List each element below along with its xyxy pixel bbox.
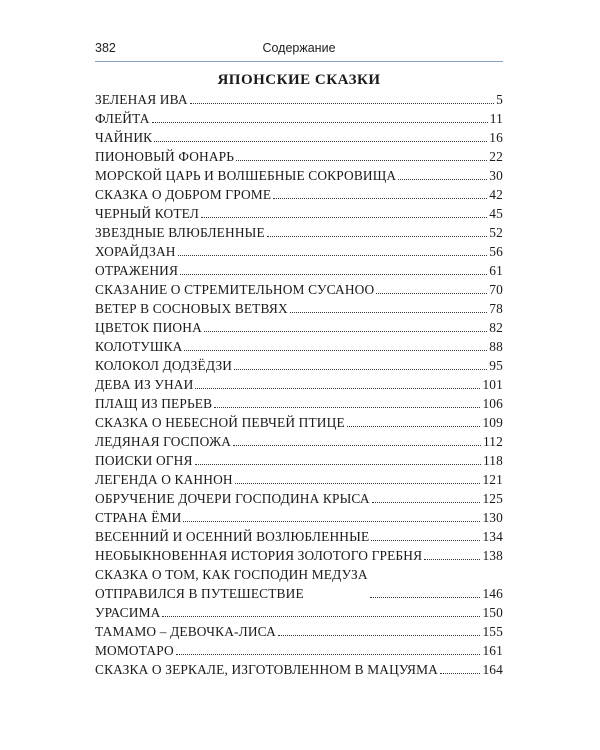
toc-entry-title	[95, 622, 276, 641]
toc-entry-page-number: 82	[489, 320, 503, 335]
toc-entry-title-line: ФЛЕЙТА	[95, 111, 150, 126]
toc-entry-page-number: 109	[482, 415, 503, 430]
toc-entry-page-number: 121	[482, 472, 503, 487]
toc-entry	[95, 147, 503, 166]
toc-entry-title-line: ЦВЕТОК ПИОНА	[95, 320, 202, 335]
toc-entry-title	[95, 204, 199, 223]
toc-entry	[95, 280, 503, 299]
dot-leader	[398, 179, 487, 180]
toc-entry	[95, 413, 503, 432]
dot-leader	[376, 293, 487, 294]
toc-entry-page-number: 52	[489, 225, 503, 240]
toc-entry-page-number: 138	[482, 548, 503, 563]
toc-entry-page-number: 16	[489, 130, 503, 145]
toc-entry-title	[95, 128, 152, 147]
toc-entry	[95, 527, 503, 546]
toc-entry-title	[95, 90, 188, 109]
dot-leader	[190, 103, 494, 104]
toc-entry-title-line: ПЛАЩ ИЗ ПЕРЬЕВ	[95, 396, 213, 411]
toc-entry-title-line: ВЕСЕННИЙ И ОСЕННИЙ ВОЗЛЮБЛЕННЫЕ	[95, 529, 370, 544]
toc-entry-page-number: 155	[482, 624, 503, 639]
toc-entry-title	[95, 147, 234, 166]
toc-entry	[95, 489, 503, 508]
dot-leader	[201, 217, 487, 218]
toc-entry-page-number: 30	[489, 168, 503, 183]
toc-entry-page-number: 5	[496, 92, 503, 107]
toc-entry-title-line: ДЕВА ИЗ УНАИ	[95, 377, 194, 392]
dot-leader	[371, 540, 480, 541]
toc-entry	[95, 337, 503, 356]
toc-entry-title-line: ПИОНОВЫЙ ФОНАРЬ	[95, 149, 235, 164]
toc-entry-title	[95, 603, 160, 622]
toc-entry-title	[95, 508, 181, 527]
dot-leader	[370, 597, 481, 598]
dot-leader	[267, 236, 487, 237]
toc-entry-page-number: 106	[482, 396, 503, 411]
dot-leader	[234, 369, 487, 370]
header-rule	[95, 61, 503, 62]
dot-leader	[154, 141, 487, 142]
toc-entry	[95, 375, 503, 394]
toc-entry-title-line: УРАСИМА	[95, 605, 161, 620]
toc-entry-page-number: 95	[489, 358, 503, 373]
toc-entry-title-line: МОМОТАРО	[95, 643, 174, 658]
toc-entry-title-line: СКАЗКА О ДОБРОМ ГРОМЕ	[95, 187, 272, 202]
toc-heading: ЯПОНСКИЕ СКАЗКИ	[217, 72, 381, 88]
toc-entry-title	[95, 451, 193, 470]
toc-entry-title-line: ОБРУЧЕНИЕ ДОЧЕРИ ГОСПОДИНА КРЫСА	[95, 491, 370, 506]
toc-entry-title-line: СТРАНА ЁМИ	[95, 510, 182, 525]
toc-entry-title-line: ЧЕРНЫЙ КОТЕЛ	[95, 206, 200, 221]
toc-entry-page-number: 42	[489, 187, 503, 202]
toc-entry-title	[95, 166, 396, 185]
dot-leader	[162, 616, 480, 617]
toc-entry-title	[95, 337, 182, 356]
toc-entry-title	[95, 527, 369, 546]
toc-entry-page-number: 125	[482, 491, 503, 506]
toc-entry-page-number: 150	[482, 605, 503, 620]
dot-leader	[347, 426, 481, 427]
toc-entry	[95, 603, 503, 622]
toc-entry-title	[95, 470, 233, 489]
dot-leader	[233, 445, 481, 446]
toc-entry-title	[95, 242, 176, 261]
toc-entry-title	[95, 280, 374, 299]
toc-entry-page-number: 130	[482, 510, 503, 525]
toc-entry	[95, 318, 503, 337]
toc-entry-title-line: НЕОБЫКНОВЕННАЯ ИСТОРИЯ ЗОЛОТОГО ГРЕБНЯ	[95, 548, 423, 563]
toc-entry-title	[95, 261, 178, 280]
toc-entry	[95, 508, 503, 527]
toc-entry-title-line: ЛЕГЕНДА О КАННОН	[95, 472, 233, 487]
section-title: Содержание	[262, 41, 336, 55]
toc-entry-title-line: ПОИСКИ ОГНЯ	[95, 453, 193, 468]
dot-leader	[278, 635, 481, 636]
toc-entry-title	[95, 223, 265, 242]
dot-leader	[424, 559, 480, 560]
toc-entry-title	[95, 413, 345, 432]
toc-entry-page-number: 61	[489, 263, 503, 278]
toc-entry	[95, 109, 503, 128]
toc-entry	[95, 128, 503, 147]
toc-entry	[95, 185, 503, 204]
toc-entry-title-line: СКАЗКА О НЕБЕСНОЙ ПЕВЧЕЙ ПТИЦЕ	[95, 415, 345, 430]
toc-entry-title	[95, 565, 368, 603]
toc-entry-title	[95, 318, 202, 337]
toc-entry-title-line: МОРСКОЙ ЦАРЬ И ВОЛШЕБНЫЕ СОКРОВИЩА	[95, 168, 397, 183]
dot-leader	[214, 407, 480, 408]
toc-entry-title	[95, 641, 174, 660]
dot-leader	[183, 521, 480, 522]
toc-entry	[95, 660, 503, 679]
toc-entry-page-number: 112	[482, 434, 503, 449]
toc-entry	[95, 432, 503, 451]
dot-leader	[204, 331, 487, 332]
toc-entry-title	[95, 394, 212, 413]
toc-entry-title-line: ЧАЙНИК	[95, 130, 153, 145]
toc-entry	[95, 622, 503, 641]
toc-entry-title	[95, 660, 438, 679]
toc-entry	[95, 470, 503, 489]
toc-entry	[95, 223, 503, 242]
toc-entry-title-line: ТАМАМО – ДЕВОЧКА-ЛИСА	[95, 624, 276, 639]
toc-entry-title	[95, 356, 232, 375]
toc-entry-page-number: 161	[482, 643, 503, 658]
toc-entry-title-line: ОТРАЖЕНИЯ	[95, 263, 179, 278]
toc-entry-page-number: 164	[482, 662, 503, 677]
toc-entry-page-number: 11	[489, 111, 503, 126]
toc-entry-page-number: 78	[489, 301, 503, 316]
toc-entry-page-number: 118	[482, 453, 503, 468]
dot-leader	[184, 350, 487, 351]
toc-entry-page-number: 101	[482, 377, 503, 392]
toc-entry-title	[95, 375, 193, 394]
dot-leader	[440, 673, 480, 674]
running-head	[95, 41, 503, 59]
toc-entry	[95, 204, 503, 223]
toc-entry-page-number: 88	[489, 339, 503, 354]
toc-entry	[95, 299, 503, 318]
dot-leader	[290, 312, 487, 313]
toc-entry	[95, 641, 503, 660]
toc-entry-title	[95, 489, 370, 508]
toc-entry-title	[95, 299, 288, 318]
dot-leader	[195, 388, 480, 389]
toc-entry-title-line: СКАЗКА О ТОМ, КАК ГОСПОДИН МЕДУЗА	[95, 567, 368, 582]
toc-entry	[95, 242, 503, 261]
toc-entry	[95, 451, 503, 470]
dot-leader	[236, 160, 487, 161]
toc-entry-title	[95, 109, 150, 128]
toc-entry-title-line: ВЕТЕР В СОСНОВЫХ ВЕТВЯХ	[95, 301, 288, 316]
table-of-contents	[95, 90, 503, 679]
toc-entry-title-line: КОЛОТУШКА	[95, 339, 183, 354]
dot-leader	[372, 502, 481, 503]
toc-entry-title-line: ЗЕЛЕНАЯ ИВА	[95, 92, 188, 107]
dot-leader	[180, 274, 487, 275]
toc-entry	[95, 90, 503, 109]
toc-entry-title-line: СКАЗАНИЕ О СТРЕМИТЕЛЬНОМ СУСАНОО	[95, 282, 375, 297]
dot-leader	[195, 464, 481, 465]
dot-leader	[178, 255, 488, 256]
toc-entry-title	[95, 432, 231, 451]
toc-entry-title-line: ХОРАЙДЗАН	[95, 244, 176, 259]
toc-entry	[95, 166, 503, 185]
toc-entry-title-line: СКАЗКА О ЗЕРКАЛЕ, ИЗГОТОВЛЕННОМ В МАЦУЯМА	[95, 662, 438, 677]
toc-entry-title-line: ЛЕДЯНАЯ ГОСПОЖА	[95, 434, 232, 449]
toc-entry	[95, 261, 503, 280]
dot-leader	[152, 122, 488, 123]
toc-entry	[95, 394, 503, 413]
toc-entry-page-number: 45	[489, 206, 503, 221]
toc-entry-title-line: ЗВЕЗДНЫЕ ВЛЮБЛЕННЫЕ	[95, 225, 265, 240]
page-number: 382	[95, 41, 116, 55]
toc-entry-title-line: КОЛОКОЛ ДОДЗЁДЗИ	[95, 358, 233, 373]
toc-entry	[95, 356, 503, 375]
toc-entry-page-number: 56	[489, 244, 503, 259]
toc-entry-page-number: 22	[489, 149, 503, 164]
toc-entry-title	[95, 185, 271, 204]
dot-leader	[235, 483, 481, 484]
dot-leader	[176, 654, 481, 655]
toc-entry-page-number: 70	[489, 282, 503, 297]
toc-entry	[95, 546, 503, 565]
toc-entry-title	[95, 546, 422, 565]
dot-leader	[273, 198, 487, 199]
toc-entry-page-number: 146	[482, 586, 503, 601]
toc-entry-title-line: ОТПРАВИЛСЯ В ПУТЕШЕСТВИЕ	[95, 586, 304, 601]
toc-entry-page-number: 134	[482, 529, 503, 544]
toc-entry	[95, 565, 503, 603]
